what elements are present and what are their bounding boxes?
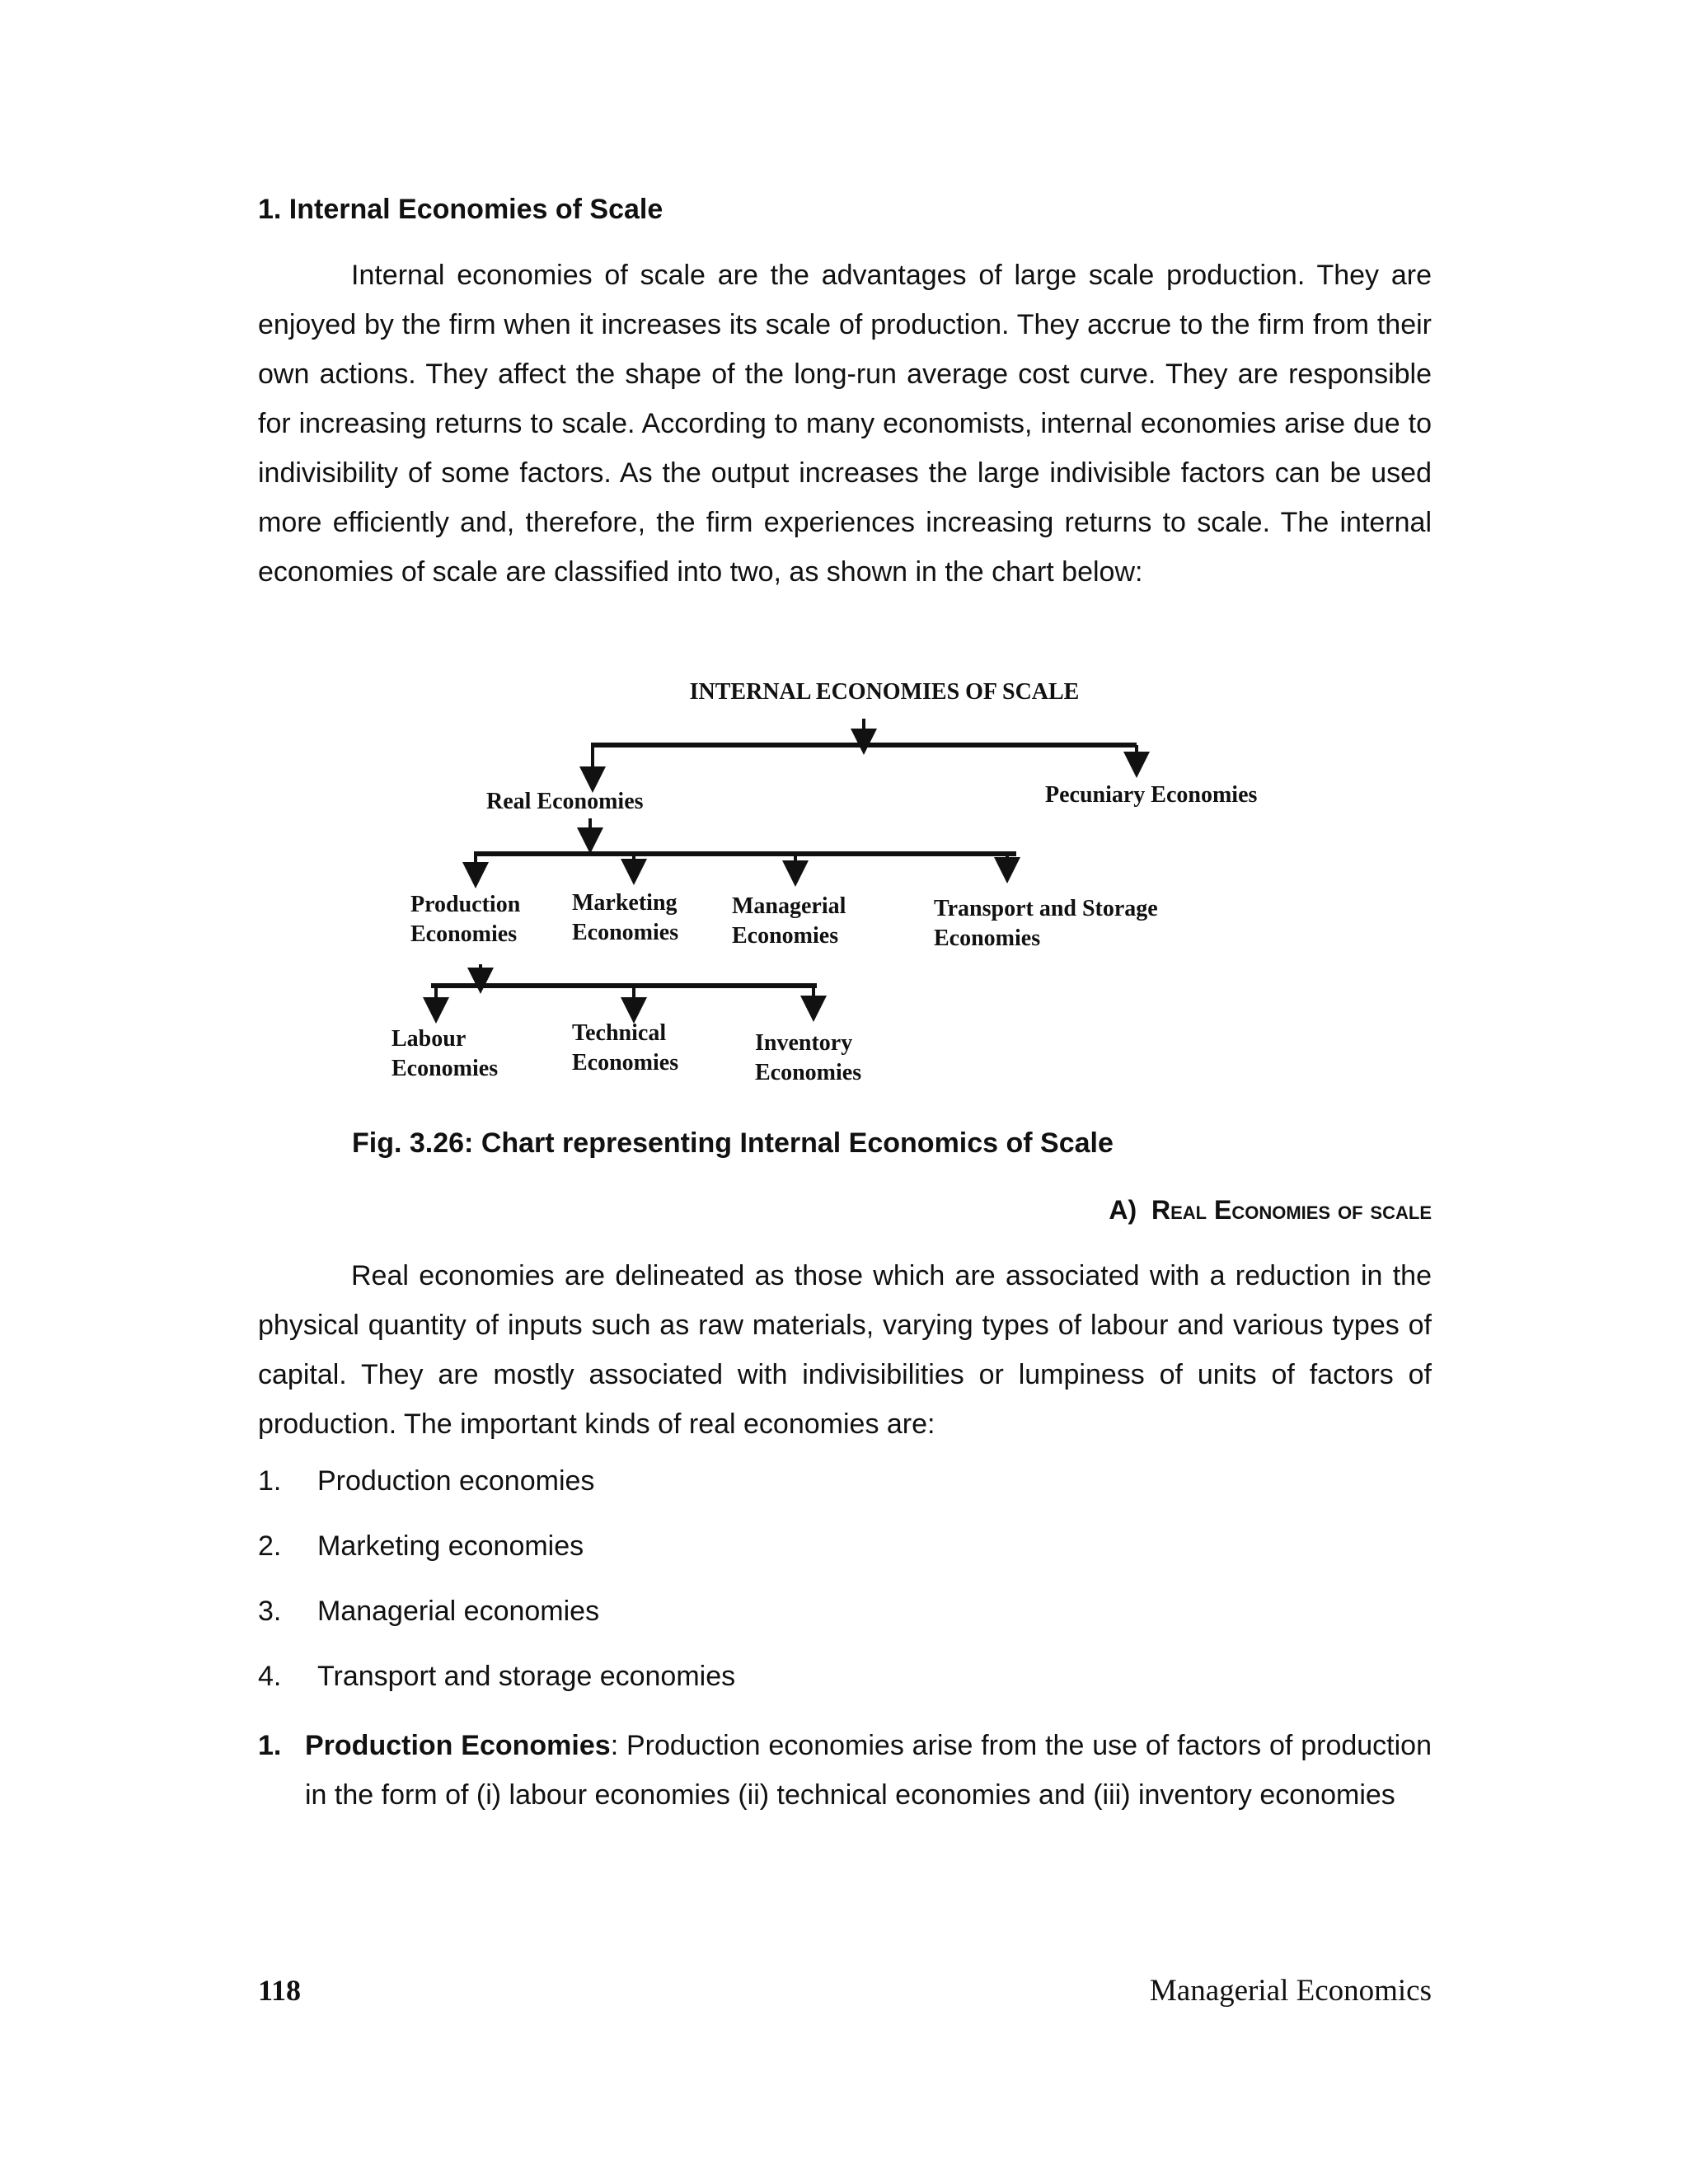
section-heading: 1. Internal Economies of Scale — [258, 194, 663, 225]
list-item-number: 4. — [258, 1661, 282, 1692]
internal-economies-chart — [0, 659, 1688, 1096]
intro-paragraph-text: Internal economies of scale are the advantages of large scale production. They are enjoyed by the firm when it increases its scale of production. They accrue to the firm from their own actions. They affect the shape of the long-run average cost curve. They are responsible for increasing returns to scale. According to many economists, internal economies arise due to indivisibility of some factors. As the output increases the large indivisible factors can be used more efficiently and, therefore, the firm experiences increasing returns to scale. The internal economies of scale are classified into two, as shown in the chart below: — [258, 260, 1432, 588]
chart-node-production: Production Economies — [410, 892, 521, 947]
production-item-term: Production Economies — [305, 1730, 611, 1761]
production-item-number: 1. — [258, 1730, 282, 1761]
chart-node-pecuniary: Pecuniary Economies — [1045, 782, 1258, 808]
chart-node-inventory: Inventory Economies — [755, 1030, 862, 1085]
chart-node-marketing: Marketing Economies — [572, 890, 679, 945]
subsection-title: Real Economies of scale — [1151, 1195, 1432, 1225]
list-item-text: Production economies — [317, 1465, 595, 1497]
chart-node-transport: Transport and Storage Economies — [934, 896, 1158, 951]
figure-caption: Fig. 3.26: Chart representing Internal Economics of Scale — [352, 1127, 1114, 1159]
list-item-text: Managerial economies — [317, 1596, 600, 1627]
real-economies-paragraph-text: Real economies are delineated as those which are associated with a reduction in the physical quantity of inputs such as raw materials, varying types of labour and various types of capital. They are mostly associated with indivisibilities or lumpiness of units of factors of production. The important kinds of real economies are: — [258, 1260, 1432, 1440]
production-economies-item — [258, 1721, 1432, 1820]
chart-node-managerial: Managerial Economies — [732, 893, 846, 949]
chart-node-real: Real Economies — [486, 789, 644, 814]
subsection-label: A) — [1109, 1195, 1137, 1225]
page-number: 118 — [258, 1974, 302, 2007]
chart-node-technical: Technical Economies — [572, 1020, 679, 1076]
list-item-text: Transport and storage economies — [317, 1661, 736, 1692]
list-item-text: Marketing economies — [317, 1530, 584, 1562]
chart-root-label: INTERNAL ECONOMIES OF SCALE — [689, 679, 1080, 705]
list-item-number: 1. — [258, 1465, 282, 1497]
production-item-body — [305, 1721, 1432, 1820]
production-item-text: : Production economies arise from the use of factors of production in the form of (i) labour economies (ii) technical economies and (iii) inventory economies — [305, 1730, 1432, 1811]
subsection-heading — [1109, 1192, 1432, 1228]
list-item-number: 2. — [258, 1530, 282, 1562]
chart-node-labour: Labour Economies — [392, 1026, 499, 1081]
intro-paragraph — [258, 251, 1432, 597]
real-economies-paragraph — [258, 1251, 1432, 1449]
list-item-number: 3. — [258, 1596, 282, 1627]
book-title: Managerial Economics — [1149, 1974, 1432, 2008]
